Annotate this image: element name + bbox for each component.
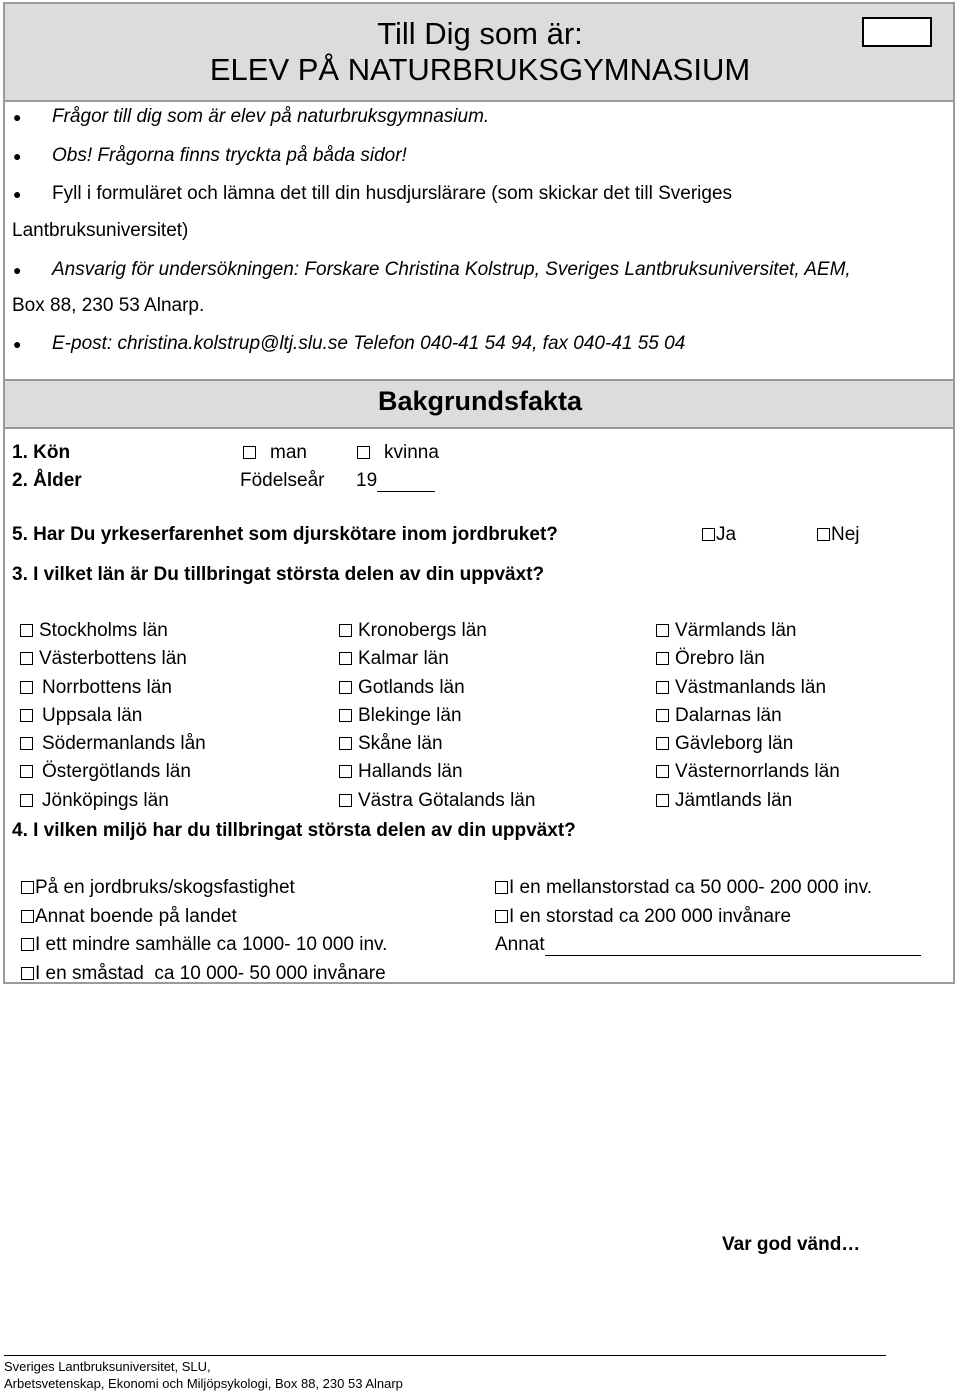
- checkbox-icon[interactable]: [656, 652, 669, 665]
- intro-line-3a: Fyll i formuläret och lämna det till din husdjurslärare (som skickar det till Sveriges: [52, 183, 733, 204]
- checkbox-icon[interactable]: [495, 881, 508, 894]
- county-option[interactable]: Kalmar län: [339, 648, 535, 676]
- checkbox-icon[interactable]: [495, 910, 508, 923]
- county-option[interactable]: Hallands län: [339, 761, 535, 789]
- page-subtitle: ELEV PÅ NATURBRUKSGYMNASIUM: [209, 52, 751, 87]
- checkbox-icon[interactable]: [339, 737, 352, 750]
- checkbox-icon[interactable]: [20, 794, 33, 807]
- county-option[interactable]: Östergötlands län: [20, 761, 206, 789]
- bullet-dot: ●: [13, 262, 22, 278]
- intro-line-5: E-post: christina.kolstrup@ltj.slu.se Telefon 040-41 54 94, fax 040-41 55 04: [52, 333, 686, 354]
- intro-line-4a: Ansvarig för undersökningen: Forskare Christina Kolstrup, Sveriges Lantbruksuniversitet, AEM,: [52, 259, 851, 280]
- environment-option[interactable]: I en storstad ca 200 000 invånare: [495, 906, 921, 935]
- environment-column-left: [21, 877, 387, 991]
- intro-line-2: Obs! Frågorna finns tryckta på båda sidor!: [52, 145, 407, 166]
- footer-org-line-1: Sveriges Lantbruksuniversitet, SLU,: [4, 1359, 211, 1374]
- checkbox-icon[interactable]: [20, 624, 33, 637]
- county-option[interactable]: Västerbottens län: [20, 648, 206, 676]
- environment-column-right: [495, 877, 921, 963]
- footer-divider: [4, 1355, 886, 1356]
- checkbox-icon[interactable]: [339, 794, 352, 807]
- checkbox-icon[interactable]: [21, 881, 34, 894]
- checkbox-icon[interactable]: [656, 794, 669, 807]
- checkbox-icon[interactable]: [339, 652, 352, 665]
- environment-option[interactable]: I en småstad ca 10 000- 50 000 invånare: [21, 963, 387, 992]
- county-option[interactable]: Kronobergs län: [339, 620, 535, 648]
- county-option[interactable]: Jämtlands län: [656, 790, 840, 818]
- checkbox-icon[interactable]: [339, 709, 352, 722]
- county-option[interactable]: Gotlands län: [339, 677, 535, 705]
- checkbox-icon[interactable]: [817, 528, 830, 541]
- q4-label: 4. I vilken miljö har du tillbringat största delen av din uppväxt?: [12, 820, 576, 841]
- environment-option[interactable]: I en mellanstorstad ca 50 000- 200 000 inv.: [495, 877, 921, 906]
- county-option[interactable]: Gävleborg län: [656, 733, 840, 761]
- county-option[interactable]: Värmlands län: [656, 620, 840, 648]
- checkbox-icon[interactable]: [339, 765, 352, 778]
- q2-birth-label: Födelseår: [240, 470, 325, 491]
- q1-option-man[interactable]: man: [243, 442, 307, 464]
- checkbox-icon[interactable]: [20, 765, 33, 778]
- intro-line-4b: Box 88, 230 53 Alnarp.: [12, 295, 205, 316]
- intro-line-3b: Lantbruksuniversitet): [12, 220, 189, 241]
- checkbox-icon[interactable]: [656, 737, 669, 750]
- q1-label: 1. Kön: [12, 442, 71, 463]
- county-option[interactable]: Uppsala län: [20, 705, 206, 733]
- footer-org-line-2: Arbetsvetenskap, Ekonomi och Miljöpsykologi, Box 88, 230 53 Alnarp: [4, 1376, 403, 1391]
- county-option[interactable]: Skåne län: [339, 733, 535, 761]
- county-column-2: [339, 620, 535, 818]
- environment-option[interactable]: På en jordbruks/skogsfastighet: [21, 877, 387, 906]
- checkbox-icon[interactable]: [20, 681, 33, 694]
- q5-option-nej[interactable]: Nej: [817, 524, 860, 546]
- checkbox-icon[interactable]: [21, 967, 34, 980]
- county-option[interactable]: Västra Götalands län: [339, 790, 535, 818]
- county-option[interactable]: Jönköpings län: [20, 790, 206, 818]
- environment-option-other[interactable]: Annat: [495, 934, 921, 963]
- q2-label: 2. Ålder: [12, 470, 82, 491]
- intro-line-1: Frågor till dig som är elev på naturbruksgymnasium.: [52, 106, 490, 127]
- checkbox-icon[interactable]: [20, 737, 33, 750]
- checkbox-icon[interactable]: [20, 652, 33, 665]
- checkbox-icon[interactable]: [20, 709, 33, 722]
- turn-page-note: Var god vänd…: [722, 1234, 861, 1255]
- id-box[interactable]: [862, 17, 932, 47]
- bullet-dot: ●: [13, 336, 22, 352]
- checkbox-icon[interactable]: [243, 446, 256, 459]
- checkbox-icon[interactable]: [339, 624, 352, 637]
- county-option[interactable]: Västmanlands län: [656, 677, 840, 705]
- checkbox-icon[interactable]: [357, 446, 370, 459]
- section-title: Bakgrundsfakta: [377, 386, 583, 416]
- county-option[interactable]: Örebro län: [656, 648, 840, 676]
- county-option[interactable]: Blekinge län: [339, 705, 535, 733]
- q2-birth-field[interactable]: 19: [356, 470, 435, 492]
- checkbox-icon[interactable]: [339, 681, 352, 694]
- checkbox-icon[interactable]: [702, 528, 715, 541]
- checkbox-icon[interactable]: [656, 765, 669, 778]
- page-title: Till Dig som är:: [377, 16, 583, 51]
- bullet-dot: ●: [13, 186, 22, 202]
- checkbox-icon[interactable]: [656, 624, 669, 637]
- q3-label: 3. I vilket län är Du tillbringat största delen av din uppväxt?: [12, 564, 545, 585]
- environment-option[interactable]: Annat boende på landet: [21, 906, 387, 935]
- bullet-dot: ●: [13, 109, 22, 125]
- checkbox-icon[interactable]: [656, 681, 669, 694]
- county-option[interactable]: Stockholms län: [20, 620, 206, 648]
- county-option[interactable]: Dalarnas län: [656, 705, 840, 733]
- q5-label: 5. Har Du yrkeserfarenhet som djurskötare inom jordbruket?: [12, 524, 558, 545]
- environment-option[interactable]: I ett mindre samhälle ca 1000- 10 000 inv.: [21, 934, 387, 963]
- q1-option-kvinna[interactable]: kvinna: [357, 442, 439, 464]
- checkbox-icon[interactable]: [656, 709, 669, 722]
- county-option[interactable]: Södermanlands lån: [20, 733, 206, 761]
- county-option[interactable]: Västernorrlands län: [656, 761, 840, 789]
- county-column-3: [656, 620, 840, 818]
- checkbox-icon[interactable]: [21, 938, 34, 951]
- county-option[interactable]: Norrbottens län: [20, 677, 206, 705]
- county-column-1: [20, 620, 206, 818]
- q5-option-ja[interactable]: Ja: [702, 524, 736, 546]
- bullet-dot: ●: [13, 148, 22, 164]
- checkbox-icon[interactable]: [21, 910, 34, 923]
